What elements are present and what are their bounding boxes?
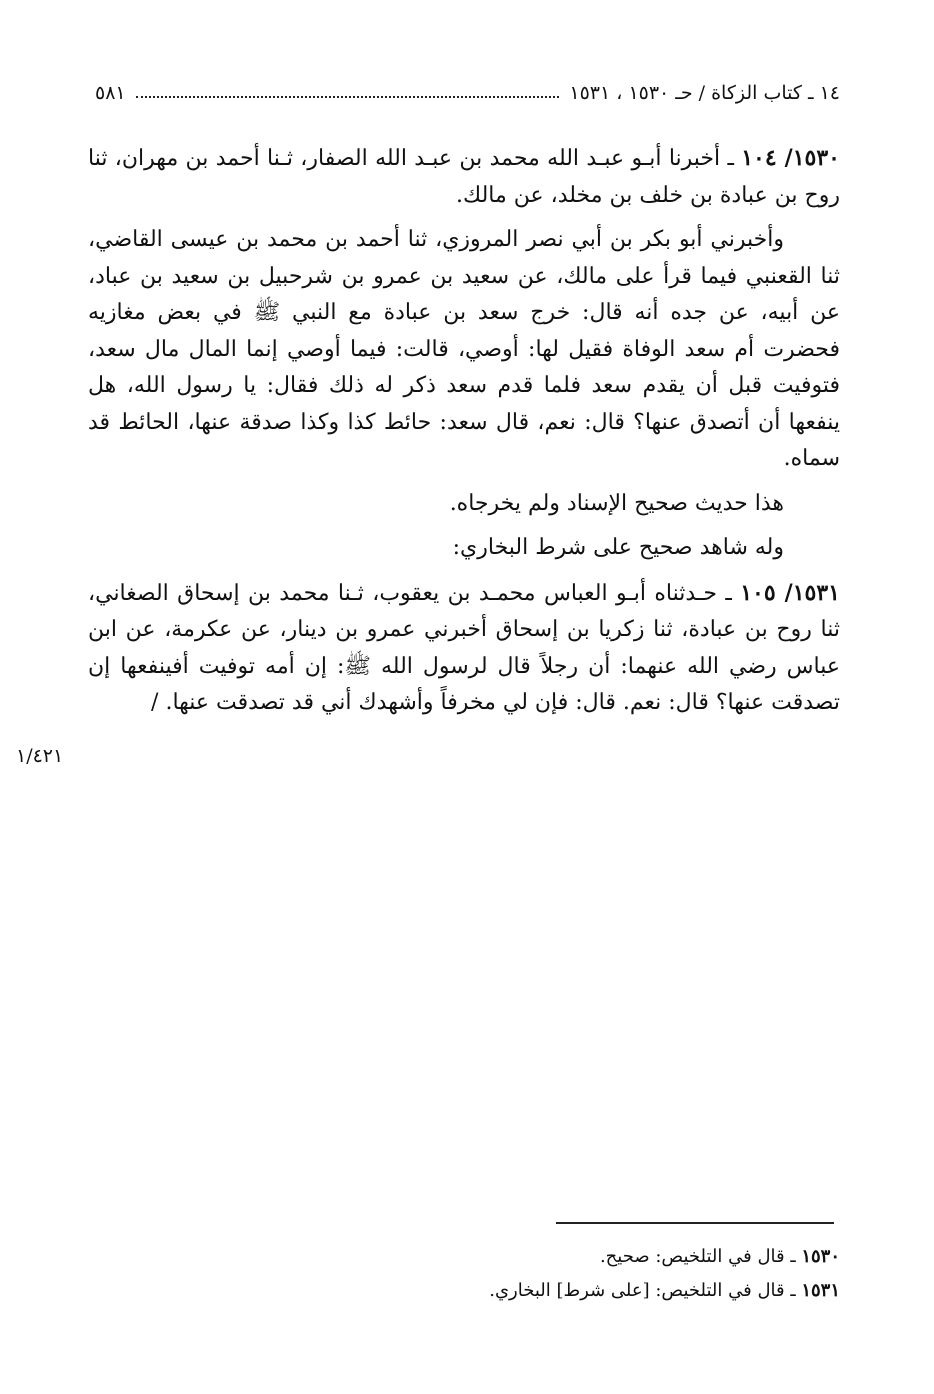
page-number: ٥٨١: [95, 82, 126, 104]
paragraph-text: ـ أخبرنا أبـو عبـد الله محمد بن عبـد الله الصفار، ثـنا أحمد بن مهران، ثنا روح بن عبادة بن خلف بن مخلد، عن مالك.: [88, 146, 840, 208]
running-header: [95, 78, 840, 108]
footnote-1531: [200, 1274, 840, 1308]
footnote-number: ١٥٣٠: [801, 1246, 840, 1267]
main-text: [88, 140, 840, 730]
hadith-1530-text: [88, 222, 840, 478]
footnote-text: ـ قال في التلخيص: [على شرط] البخاري.: [489, 1280, 802, 1301]
footnote-divider: [556, 1222, 834, 1224]
manuscript-margin-reference: ١/٤٢١: [16, 745, 64, 767]
hadith-1530-chain: [88, 140, 840, 214]
paragraph-text: ـ حـدثناه أبـو العباس محمـد بن يعقوب، ثـنا محمد بن إسحاق الصغاني، ثنا روح بن عبادة، ثنا زكريا بن إسحاق أخبرني عمرو بن دينار، عن عكرمة، عن ابن عباس رضي الله عنهما: أن رجلاً قال لرسول الله ﷺ: إن أمه توفيت أفينفعها إن تصدقت عنها؟ قال: نعم. قال: فإن لي مخرفاً وأشهدك أني قد تصدقت عنها. /: [88, 580, 840, 715]
paragraph-text: هذا حديث صحيح الإسناد ولم يخرجاه.: [449, 490, 784, 516]
header-title: ١٤ ـ كتاب الزكاة / حـ ١٥٣٠ ، ١٥٣١: [569, 82, 840, 104]
hadith-number: ١٥٣١/ ١٠٥: [740, 579, 840, 606]
footnote-text: ـ قال في التلخيص: صحيح.: [599, 1246, 802, 1267]
hadith-number: ١٥٣٠/ ١٠٤: [741, 145, 840, 171]
header-dot-leader: [136, 96, 560, 98]
hadith-1531: [88, 575, 840, 722]
footnotes: [200, 1240, 840, 1308]
supporting-witness-note: [88, 530, 840, 567]
grading-statement: [88, 486, 840, 523]
footnote-number: ١٥٣١: [801, 1280, 840, 1301]
paragraph-text: وأخبرني أبو بكر بن أبي نصر المروزي، ثنا أحمد بن محمد بن عيسى القاضي، ثنا القعنبي فيما قرأ على مالك، عن سعيد بن عمرو بن شرحبيل بن سعيد بن عباد، عن أبيه، عن جده أنه قال: خرج سعد بن عبادة مع النبي ﷺ في بعض مغازيه فحضرت أم سعد الوفاة فقيل لها: أوصي، قالت: فيما أوصي إنما المال مال سعد، فتوفيت قبل أن يقدم سعد فلما قدم سعد ذكر له ذلك فقال: يا رسول الله، هل ينفعها أن أتصدق عنها؟ قال: نعم، قال سعد: حائط كذا وكذا صدقة عنها، الحائط قد سماه.: [88, 227, 840, 471]
paragraph-text: وله شاهد صحيح على شرط البخاري:: [452, 535, 784, 560]
footnote-1530: [200, 1240, 840, 1274]
